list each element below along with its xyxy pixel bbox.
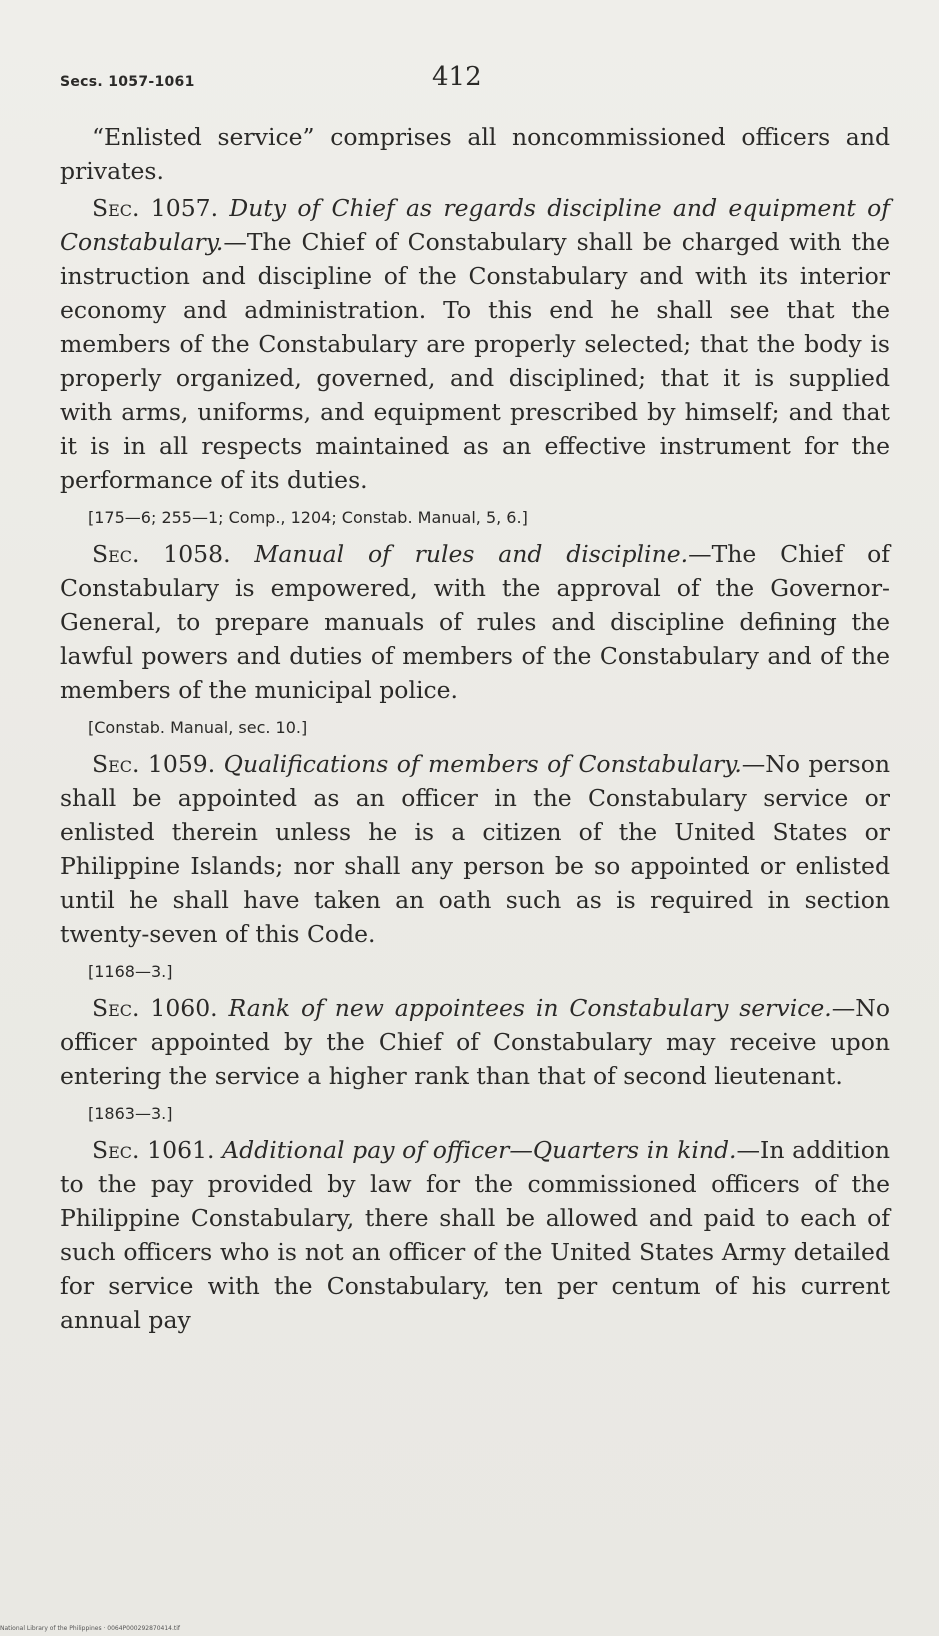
section-text: —No person shall be appointed as an officer in the Constabulary service or enlisted therein unless he is a citizen of the United States or Philippine Islands; nor shall any person be so appointed or enlisted until he shall have taken an oath such as is required in section twenty-seven of this Code.	[60, 750, 890, 948]
citation-1059: [1168—3.]	[88, 962, 173, 981]
section-label: Sec. 1057.	[92, 194, 219, 222]
section-heading: Duty of Chief as regards discipline and equipment of Constabulary.	[60, 194, 890, 256]
section-text: —The Chief of Constabulary is empowered, with the approval of the Governor-General, to prepare manuals of rules and discipline defining the lawful powers and duties of members of the Constabulary and of the members of the municipal police.	[60, 540, 890, 704]
section-1058	[60, 537, 890, 707]
running-head: Secs. 1057-1061	[60, 74, 195, 90]
section-label: Sec. 1061.	[92, 1136, 215, 1164]
citation-1058: [Constab. Manual, sec. 10.]	[88, 718, 308, 737]
section-heading: Rank of new appointees in Constabulary service.	[228, 994, 832, 1022]
page-number: 412	[432, 62, 482, 92]
section-text: —In addition to the pay provided by law for the commissioned officers of the Philippine Constabulary, there shall be allowed and paid to each of such officers who is not an officer of the United States Army detailed for service with the Constabulary, ten per centum of his current annual pay	[60, 1136, 890, 1334]
citation-1060: [1863—3.]	[88, 1104, 173, 1123]
section-heading: Additional pay of officer—Quarters in kind.	[222, 1136, 737, 1164]
section-label: Sec. 1060.	[92, 994, 218, 1022]
section-1061	[60, 1133, 890, 1337]
document-body	[60, 120, 890, 1337]
section-1059	[60, 747, 890, 951]
section-1060	[60, 991, 890, 1093]
section-text: —The Chief of Constabulary shall be charged with the instruction and discipline of the Constabulary and with its interior economy and administration. To this end he shall see that the members of the Constabulary are properly selected; that the body is properly organized, governed, and disciplined; that it is supplied with arms, uniforms, and equipment prescribed by himself; and that it is in all respects maintained as an effective instrument for the performance of its duties.	[60, 228, 890, 494]
section-text: —No officer appointed by the Chief of Constabulary may receive upon entering the service a higher rank than that of second lieutenant.	[60, 994, 890, 1090]
section-heading: Manual of rules and discipline.	[254, 540, 689, 568]
section-1057	[60, 191, 890, 497]
section-label: Sec. 1059.	[92, 750, 216, 778]
section-heading: Qualifications of members of Constabulary.	[223, 750, 742, 778]
section-label: Sec. 1058.	[92, 540, 231, 568]
citation-1057: [175—6; 255—1; Comp., 1204; Constab. Manual, 5, 6.]	[88, 508, 528, 527]
page-header	[60, 62, 879, 102]
scan-footer: National Library of the Philippines · 0064P000292870414.tif	[0, 1625, 181, 1632]
intro-paragraph: “Enlisted service” comprises all noncommissioned officers and privates.	[60, 123, 890, 185]
